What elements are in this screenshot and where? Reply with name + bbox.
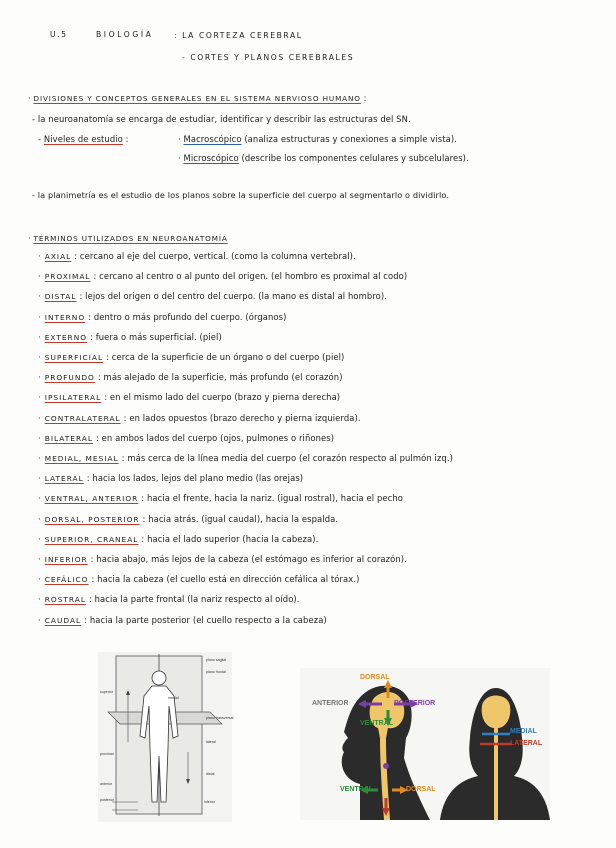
term-description: : dentro o más profundo del cuerpo. (órganos) [88,311,287,322]
body-plane-label: posterior [100,798,114,802]
term-name: IPSILATERAL [44,393,102,403]
term-row [38,574,359,584]
unit-label: U.5 [50,30,68,39]
body-plane-label: inferior [204,800,215,804]
bullet-dot: - [38,134,42,144]
neuroanatomia-line: - la neuroanatomía se encarga de estudiar, identificar y describir las estructuras del SN. [32,114,411,124]
term-row [38,352,344,362]
term-name: DORSAL, POSTERIOR [44,514,140,524]
term-row [38,312,286,322]
ventral-low-label: VENTRAL [340,786,374,793]
dorsal-low-label: DORSAL [406,786,436,793]
bullet-dot: · [178,153,181,163]
term-name: SUPERIOR, CRANEAL [44,534,139,544]
term-row [38,433,334,443]
term-description: : cerca de la superficie de un órgano o del cuerpo (piel) [106,352,345,362]
lateral-label: LATERAL [510,740,543,747]
term-row [38,291,387,301]
dorsal-top-label: DORSAL [360,674,390,681]
term-row [38,514,338,524]
bullet-dot: · [178,134,181,144]
term-row [38,392,340,402]
term-name: CAUDAL [44,615,82,625]
term-description: : hacia abajo, más lejos de la cabeza (el estómago es inferior al corazón). [90,554,407,564]
bullet-dot: · [38,251,41,261]
term-name: PROFUNDO [44,373,95,383]
micro-line [178,153,469,163]
term-description: : en lados opuestos (brazo derecho y pierna izquierda). [123,412,361,423]
colon: : [125,134,129,144]
bullet-dot: · [38,614,41,625]
term-name: CONTRALATERAL [44,413,121,423]
niveles-text: Niveles de estudio [43,134,123,144]
term-description: : cercano al centro o al punto del origen. (el hombro es proximal al codo) [93,271,408,282]
term-description: : hacia atrás. (igual caudal), hacia la espalda. [142,513,339,524]
term-description: : hacia los lados, lejos del plano medio (las orejas) [86,473,304,484]
term-row [38,251,356,261]
bullet-dot: · [38,432,41,443]
term-description: : más alejado de la superficie, más profundo (el corazón) [97,372,343,383]
medial-label: MEDIAL [510,728,537,735]
term-description: : en el mismo lado del cuerpo (brazo y pierna derecha) [104,392,341,403]
term-description: : hacia el frente, hacia la nariz. (igual rostral), hacia el pecho [141,493,403,504]
term-row [38,594,300,604]
section1-heading [28,93,367,103]
term-name: CEFÁLICO [44,575,89,585]
term-name: SUPERFICIAL [44,353,104,362]
term-description: : hacia el lado superior (hacia la cabeza). [141,533,319,544]
term-name: EXTERNO [44,332,88,342]
micro-desc: (describe los componentes celulares y subcelulares). [241,153,469,163]
term-row [38,453,453,463]
subject-label: BIOLOGÍA [96,30,154,39]
bullet-dot: · [38,493,41,504]
bullet-dot: · [38,473,41,484]
term-description: : en ambos lados del cuerpo (ojos, pulmones o riñones) [95,432,335,443]
section1-heading-text: DIVISIONES Y CONCEPTOS GENERALES EN EL SISTEMA NERVIOSO HUMANO [33,94,361,103]
term-description: : hacia la parte posterior (el cuello respecto a la cabeza) [84,614,327,625]
bullet-dot: · [28,233,31,243]
bullet-dot: · [38,392,41,403]
term-row [38,473,303,483]
planimetria-line: - la planimetría es el estudio de los planos sobre la superficie del cuerpo al segmentarlo o dividirlo. [32,190,450,200]
bullet-dot: · [38,554,41,564]
bullet-dot: · [38,352,41,362]
head-directions-figure [300,668,550,820]
term-description: : cercano al eje del cuerpo, vertical. (como la columna vertebral). [74,251,356,261]
page-title: : LA CORTEZA CEREBRAL [174,31,303,40]
term-row [38,332,222,342]
bullet-dot: · [38,513,41,524]
term-row [38,413,361,423]
body-planes-svg [98,652,232,822]
section2-heading [28,233,228,243]
term-row [38,615,327,625]
body-plane-label: plano frontal [206,670,226,674]
bullet-dot: · [38,574,41,585]
macro-label: Macroscópico [183,134,242,144]
bullet-dot: · [38,311,41,322]
posterior-label: POSTERIOR [394,700,436,707]
term-name: BILATERAL [44,433,93,443]
macro-line [178,134,457,144]
term-name: MEDIAL, MESIAL [44,454,119,463]
term-description: : hacia la parte frontal (la nariz respecto al oído). [88,594,300,605]
body-planes-figure [98,652,232,822]
term-row [38,271,407,281]
term-row [38,372,343,382]
term-description: : fuera o más superficial. (piel) [90,331,222,342]
term-row [38,554,407,564]
body-plane-label: distal [206,772,215,776]
body-plane-label: proximal [100,752,114,756]
term-row [38,493,403,503]
term-name: DISTAL [44,292,77,302]
page-subtitle: - CORTES Y PLANOS CEREBRALES [182,53,355,62]
bullet-dot: · [38,594,41,605]
term-name: LATERAL [44,474,84,484]
bullet-dot: · [38,372,41,383]
bullet-dot: · [28,93,31,103]
term-row [38,534,318,544]
term-name: INFERIOR [44,555,88,564]
micro-label: Microscópico [183,153,239,163]
term-description: : más cerca de la línea media del cuerpo (el corazón respecto al pulmón izq.) [121,453,453,463]
term-name: PROXIMAL [44,272,91,282]
body-plane-label: plano transversal [206,716,234,720]
bullet-dot: · [38,291,41,302]
body-plane-label: superior [100,690,113,694]
section1-heading-colon: : [363,93,367,103]
bullet-dot: · [38,331,41,342]
anterior-label: ANTERIOR [312,700,349,707]
body-plane-label: medial [168,696,179,700]
term-description: : lejos del origen o del centro del cuerpo. (la mano es distal al hombro). [79,291,388,302]
term-name: AXIAL [44,252,72,261]
bullet-dot: · [38,453,41,463]
bullet-dot: · [38,412,41,423]
body-plane-label: anterior [100,782,113,786]
macro-desc: (analiza estructuras y conexiones a simple vista). [244,134,457,144]
body-plane-label: plano sagital [206,658,227,662]
term-name: VENTRAL, ANTERIOR [44,494,139,504]
term-name: INTERNO [44,312,86,322]
body-plane-label: lateral [206,740,216,744]
bullet-dot: · [38,533,41,544]
niveles-label [38,134,129,144]
section2-heading-text: TÉRMINOS UTILIZADOS EN NEUROANATOMÍA [33,234,228,243]
bullet-dot: · [38,271,41,282]
term-description: : hacia la cabeza (el cuello está en dirección cefálica al tórax.) [91,574,360,585]
term-name: ROSTRAL [44,595,86,605]
ventral-mid-label: VENTRAL [360,720,394,727]
